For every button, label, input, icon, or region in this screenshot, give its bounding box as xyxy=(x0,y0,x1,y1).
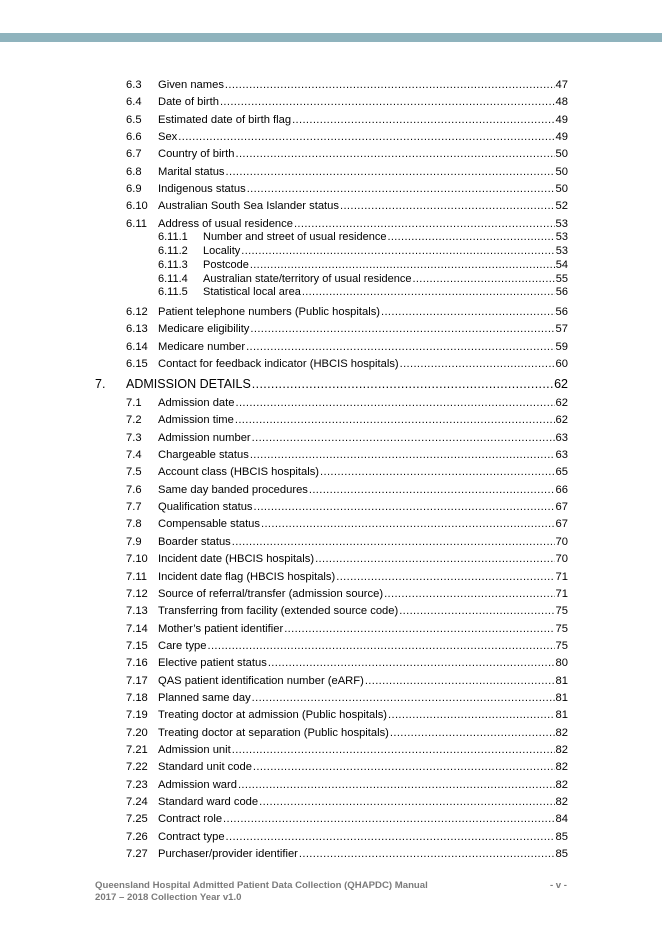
toc-entry-number: 7.12 xyxy=(126,587,148,600)
toc-entry[interactable] xyxy=(0,449,568,462)
toc-entry-number: 7.1 xyxy=(126,397,142,409)
toc-entry-title: Treating doctor at admission (Public hospitals) xyxy=(158,709,388,722)
toc-entry-title: Statistical local area xyxy=(203,286,301,299)
toc-entry-page: 81 xyxy=(555,709,568,722)
toc-entry[interactable] xyxy=(0,306,568,319)
toc-entry[interactable] xyxy=(0,553,568,566)
toc-entry-number: 6.11.4 xyxy=(158,272,188,285)
toc-entry-number: 6.5 xyxy=(126,113,142,126)
toc-entry-number: 6.3 xyxy=(126,79,142,91)
toc-entry-number: 7.23 xyxy=(126,778,148,791)
toc-entry[interactable] xyxy=(0,501,568,514)
toc-entry-page: 71 xyxy=(555,570,568,583)
toc-entry-title: Admission number xyxy=(158,431,251,444)
toc-dot-leader xyxy=(246,341,554,354)
toc-entry[interactable] xyxy=(0,848,568,861)
toc-dot-leader xyxy=(390,727,555,740)
toc-entry[interactable] xyxy=(0,166,568,179)
toc-entry-number: 7.13 xyxy=(126,605,148,618)
toc-entry-number: 6.14 xyxy=(126,340,148,353)
toc-entry-number: 7.6 xyxy=(126,483,142,496)
toc-entry-title: Standard ward code xyxy=(158,796,259,809)
toc-entry-page: 56 xyxy=(555,286,568,299)
toc-dot-leader xyxy=(381,306,555,319)
toc-entry-page: 49 xyxy=(555,131,568,144)
toc-entry-title: Medicare number xyxy=(158,340,246,353)
toc-dot-leader xyxy=(220,96,555,109)
toc-entry[interactable] xyxy=(0,286,568,298)
toc-entry-title: Admission time xyxy=(158,414,234,427)
toc-entry[interactable] xyxy=(0,114,568,127)
toc-entry-number: 7.3 xyxy=(126,431,142,444)
toc-entry-page: 57 xyxy=(555,323,568,336)
toc-entry[interactable] xyxy=(0,484,568,497)
toc-entry-title: Treating doctor at separation (Public hospitals) xyxy=(158,726,389,739)
toc-entry-page: 84 xyxy=(555,813,568,826)
toc-dot-leader xyxy=(226,166,555,179)
toc-entry[interactable] xyxy=(0,218,568,231)
toc-entry-page: 56 xyxy=(555,306,568,318)
toc-entry-number: 6.13 xyxy=(126,323,148,336)
toc-entry-title: Transferring from facility (extended source code) xyxy=(158,605,399,618)
toc-dot-leader xyxy=(315,553,554,566)
toc-entry[interactable] xyxy=(0,623,568,636)
toc-entry[interactable] xyxy=(0,571,568,584)
toc-entry-number: 7.11 xyxy=(126,570,147,583)
toc-entry-page: 82 xyxy=(555,726,568,739)
toc-entry-title: Account class (HBCIS hospitals) xyxy=(158,466,320,479)
toc-dot-leader xyxy=(384,588,554,601)
toc-entry-page: 53 xyxy=(555,244,568,257)
toc-entry-title: Patient telephone numbers (Public hospitals) xyxy=(158,306,381,318)
toc-entry-title: Elective patient status xyxy=(158,657,267,670)
toc-entry[interactable] xyxy=(0,131,568,144)
toc-dot-leader xyxy=(400,358,555,371)
toc-entry-number: 7.16 xyxy=(126,657,148,670)
toc-dot-leader xyxy=(253,761,555,774)
toc-entry-page: 75 xyxy=(555,622,568,635)
toc-dot-leader xyxy=(235,414,555,427)
toc-entry-number: 7.26 xyxy=(126,830,148,843)
toc-entry[interactable] xyxy=(0,640,568,653)
toc-dot-leader xyxy=(250,323,554,336)
toc-entry-number: 7.21 xyxy=(126,744,148,756)
toc-dot-leader xyxy=(340,200,555,213)
toc-entry-title: Standard unit code xyxy=(158,761,252,774)
toc-entry-number: 6.4 xyxy=(126,96,142,109)
toc-entry-number: 6.11.1 xyxy=(158,230,188,243)
toc-entry-page: 62 xyxy=(555,397,568,409)
toc-dot-leader xyxy=(232,744,555,757)
toc-entry-page: 75 xyxy=(555,605,568,618)
toc-entry[interactable] xyxy=(0,813,568,826)
toc-entry-title: Admission date xyxy=(158,397,235,409)
toc-entry[interactable] xyxy=(0,414,568,427)
toc-dot-leader xyxy=(236,397,555,410)
toc-entry-number: 7.19 xyxy=(126,709,148,722)
toc-dot-leader xyxy=(254,501,555,514)
toc-entry-number: 6.11.5 xyxy=(158,286,188,299)
toc-entry-page: 50 xyxy=(555,148,568,161)
toc-dot-leader xyxy=(387,231,554,243)
toc-dot-leader xyxy=(268,657,555,670)
toc-entry[interactable] xyxy=(0,245,568,257)
toc-dot-leader xyxy=(178,131,554,144)
toc-entry-title: Date of birth xyxy=(158,96,219,109)
toc-entry-page: 52 xyxy=(555,200,568,213)
toc-entry-page: 85 xyxy=(555,848,568,861)
toc-entry-title: Admission ward xyxy=(158,778,237,791)
toc-entry-page: 53 xyxy=(555,217,568,230)
toc-entry-number: 7.8 xyxy=(126,518,142,531)
toc-entry-page: 62 xyxy=(555,414,568,427)
toc-entry-title: Australian South Sea Islander status xyxy=(158,200,339,213)
toc-dot-leader xyxy=(241,245,554,257)
toc-entry[interactable] xyxy=(0,200,568,213)
toc-entry-title: Sex xyxy=(158,131,178,144)
toc-entry-number: 7.24 xyxy=(126,796,148,809)
toc-entry-page: 53 xyxy=(555,230,568,243)
toc-entry-page: 67 xyxy=(555,518,568,531)
toc-entry[interactable] xyxy=(0,536,568,549)
toc-entry[interactable] xyxy=(0,432,568,445)
toc-dot-leader xyxy=(261,518,555,531)
toc-entry-number: 7.7 xyxy=(126,501,142,514)
toc-entry[interactable] xyxy=(0,761,568,774)
toc-entry-title: Number and street of usual residence xyxy=(203,230,387,243)
toc-entry-title: Marital status xyxy=(158,165,225,178)
toc-dot-leader xyxy=(302,286,555,298)
toc-entry[interactable] xyxy=(0,183,568,196)
toc-entry[interactable] xyxy=(0,273,568,285)
toc-dot-leader xyxy=(292,114,554,127)
toc-entry-title: Estimated date of birth flag xyxy=(158,113,292,126)
toc-entry-number: 6.15 xyxy=(126,358,148,371)
toc-entry-title: Indigenous status xyxy=(158,183,246,196)
toc-entry-number: 6.9 xyxy=(126,183,142,196)
toc-dot-leader xyxy=(336,571,554,584)
toc-entry-number: 6.12 xyxy=(126,306,148,318)
toc-entry-page: 63 xyxy=(555,449,568,462)
toc-entry-title: Mother’s patient identifier xyxy=(158,622,284,635)
toc-dot-leader xyxy=(309,484,555,497)
toc-entry[interactable] xyxy=(0,377,568,392)
toc-entry-title: Medicare eligibility xyxy=(158,323,250,336)
toc-entry[interactable] xyxy=(0,96,568,109)
header-accent-bar xyxy=(0,33,662,42)
toc-entry[interactable] xyxy=(0,466,568,479)
toc-entry-page: 65 xyxy=(555,466,568,479)
toc-entry-page: 49 xyxy=(555,113,568,126)
toc-entry-page: 60 xyxy=(555,358,568,371)
toc-entry-number: 7.2 xyxy=(126,414,142,427)
toc-entry[interactable] xyxy=(0,779,568,792)
toc-entry-title: Australian state/territory of usual residence xyxy=(203,272,412,285)
toc-entry-title: Compensable status xyxy=(158,518,260,531)
toc-entry-number: 6.8 xyxy=(126,165,142,178)
toc-entry[interactable] xyxy=(0,796,568,809)
toc-entry-page: 70 xyxy=(555,535,568,548)
toc-entry-title: Same day banded procedures xyxy=(158,483,308,496)
toc-entry-page: 54 xyxy=(555,258,568,271)
toc-entry-number: 7.18 xyxy=(126,691,148,704)
toc-entry[interactable] xyxy=(0,588,568,601)
toc-entry-title: Chargeable status xyxy=(158,449,249,462)
toc-entry-number: 6.11.3 xyxy=(158,258,188,271)
toc-dot-leader xyxy=(413,273,555,285)
toc-entry[interactable] xyxy=(0,148,568,161)
toc-entry[interactable] xyxy=(0,709,568,722)
footer-collection-year: 2017 – 2018 Collection Year v1.0 xyxy=(95,892,242,903)
toc-entry[interactable] xyxy=(0,358,568,371)
toc-entry-title: Locality xyxy=(203,244,241,257)
toc-dot-leader xyxy=(250,449,555,462)
toc-entry-title: Contact for feedback indicator (HBCIS hospitals) xyxy=(158,358,399,371)
toc-dot-leader xyxy=(252,432,555,445)
toc-dot-leader xyxy=(294,218,555,231)
toc-dot-leader xyxy=(365,675,555,688)
toc-entry-title: Contract type xyxy=(158,830,225,843)
toc-entry-page: 47 xyxy=(555,79,568,91)
toc-entry[interactable] xyxy=(0,692,568,705)
toc-entry-number: 7.5 xyxy=(126,466,142,479)
footer-manual-title: Queensland Hospital Admitted Patient Data Collection (QHAPDC) Manual xyxy=(95,880,428,891)
toc-dot-leader xyxy=(208,640,555,653)
toc-entry-number: 7.20 xyxy=(126,726,148,739)
toc-entry-title: Contract role xyxy=(158,813,223,826)
toc-entry-page: 85 xyxy=(555,830,568,843)
toc-entry-page: 50 xyxy=(555,165,568,178)
toc-entry-title: Qualification status xyxy=(158,501,253,514)
toc-entry-title: Planned same day xyxy=(158,691,251,704)
toc-entry-number: 7. xyxy=(95,377,106,391)
toc-entry-page: 80 xyxy=(555,657,568,670)
toc-entry-title: Admission unit xyxy=(158,744,231,756)
toc-entry-page: 63 xyxy=(555,431,568,444)
toc-entry[interactable] xyxy=(0,727,568,740)
toc-entry-title: Country of birth xyxy=(158,148,235,161)
footer-document-title xyxy=(95,880,428,904)
toc-entry-number: 7.22 xyxy=(126,761,148,774)
toc-dot-leader xyxy=(399,605,554,618)
toc-entry-title: Boarder status xyxy=(158,535,231,548)
toc-dot-leader xyxy=(223,813,555,826)
toc-entry-number: 7.25 xyxy=(126,813,148,826)
toc-dot-leader xyxy=(226,831,555,844)
toc-entry-number: 7.15 xyxy=(126,639,148,652)
toc-dot-leader xyxy=(247,183,555,196)
toc-dot-leader xyxy=(238,779,555,792)
toc-dot-leader xyxy=(235,148,554,161)
toc-entry[interactable] xyxy=(0,657,568,670)
toc-dot-leader xyxy=(299,848,555,861)
toc-entry-page: 62 xyxy=(554,377,568,391)
toc-entry-number: 7.17 xyxy=(126,674,148,687)
toc-entry-title: ADMISSION DETAILS xyxy=(126,377,251,391)
toc-entry-number: 6.11 xyxy=(126,217,147,230)
toc-entry-title: QAS patient identification number (eARF) xyxy=(158,674,364,687)
toc-entry-title: Care type xyxy=(158,639,207,652)
toc-entry[interactable] xyxy=(0,744,568,757)
toc-entry[interactable] xyxy=(0,831,568,844)
toc-entry-title: Incident date flag (HBCIS hospitals) xyxy=(158,570,336,583)
toc-entry[interactable] xyxy=(0,675,568,688)
toc-entry-title: Given names xyxy=(158,79,224,91)
toc-dot-leader xyxy=(388,709,555,722)
toc-entry-title: Purchaser/provider identifier xyxy=(158,848,298,861)
toc-entry-number: 7.14 xyxy=(126,622,148,635)
toc-entry-title: Incident date (HBCIS hospitals) xyxy=(158,553,315,566)
toc-entry[interactable] xyxy=(0,341,568,354)
toc-entry-number: 7.4 xyxy=(126,449,142,462)
toc-entry[interactable] xyxy=(0,605,568,618)
toc-entry-number: 6.6 xyxy=(126,131,142,144)
toc-dot-leader xyxy=(252,692,555,705)
toc-entry-number: 6.7 xyxy=(126,148,142,161)
toc-entry-page: 67 xyxy=(555,501,568,514)
toc-entry-title: Postcode xyxy=(203,258,249,271)
toc-dot-leader xyxy=(320,466,555,479)
toc-entry-page: 66 xyxy=(555,483,568,496)
toc-entry[interactable] xyxy=(0,397,568,410)
toc-entry[interactable] xyxy=(0,79,568,92)
toc-entry-page: 55 xyxy=(555,272,568,285)
toc-entry-page: 81 xyxy=(555,674,568,687)
toc-entry-page: 75 xyxy=(555,639,568,652)
toc-dot-leader xyxy=(252,377,553,392)
toc-dot-leader xyxy=(232,536,555,549)
toc-entry-page: 71 xyxy=(555,587,568,600)
toc-entry-number: 7.10 xyxy=(126,553,148,566)
toc-entry-page: 82 xyxy=(555,744,568,756)
toc-dot-leader xyxy=(225,79,555,92)
toc-entry-page: 48 xyxy=(555,96,568,109)
toc-entry[interactable] xyxy=(0,231,568,243)
toc-entry-page: 82 xyxy=(555,761,568,774)
toc-entry[interactable] xyxy=(0,259,568,271)
toc-entry-page: 82 xyxy=(555,796,568,809)
toc-entry-number: 7.9 xyxy=(126,535,142,548)
footer-page-number: - v - xyxy=(549,880,567,891)
toc-entry-title: Address of usual residence xyxy=(158,217,293,230)
toc-entry-number: 6.11.2 xyxy=(158,244,188,257)
toc-entry[interactable] xyxy=(0,323,568,336)
toc-entry-page: 59 xyxy=(555,340,568,353)
toc-dot-leader xyxy=(250,259,555,271)
toc-entry-number: 7.27 xyxy=(126,848,148,861)
toc-entry-page: 82 xyxy=(555,778,568,791)
toc-entry-page: 50 xyxy=(555,183,568,196)
toc-entry-title: Source of referral/transfer (admission source) xyxy=(158,587,384,600)
toc-dot-leader xyxy=(259,796,554,809)
toc-entry[interactable] xyxy=(0,518,568,531)
toc-dot-leader xyxy=(284,623,554,636)
toc-entry-page: 81 xyxy=(555,691,568,704)
toc-entry-number: 6.10 xyxy=(126,200,148,213)
toc-entry-page: 70 xyxy=(555,553,568,566)
